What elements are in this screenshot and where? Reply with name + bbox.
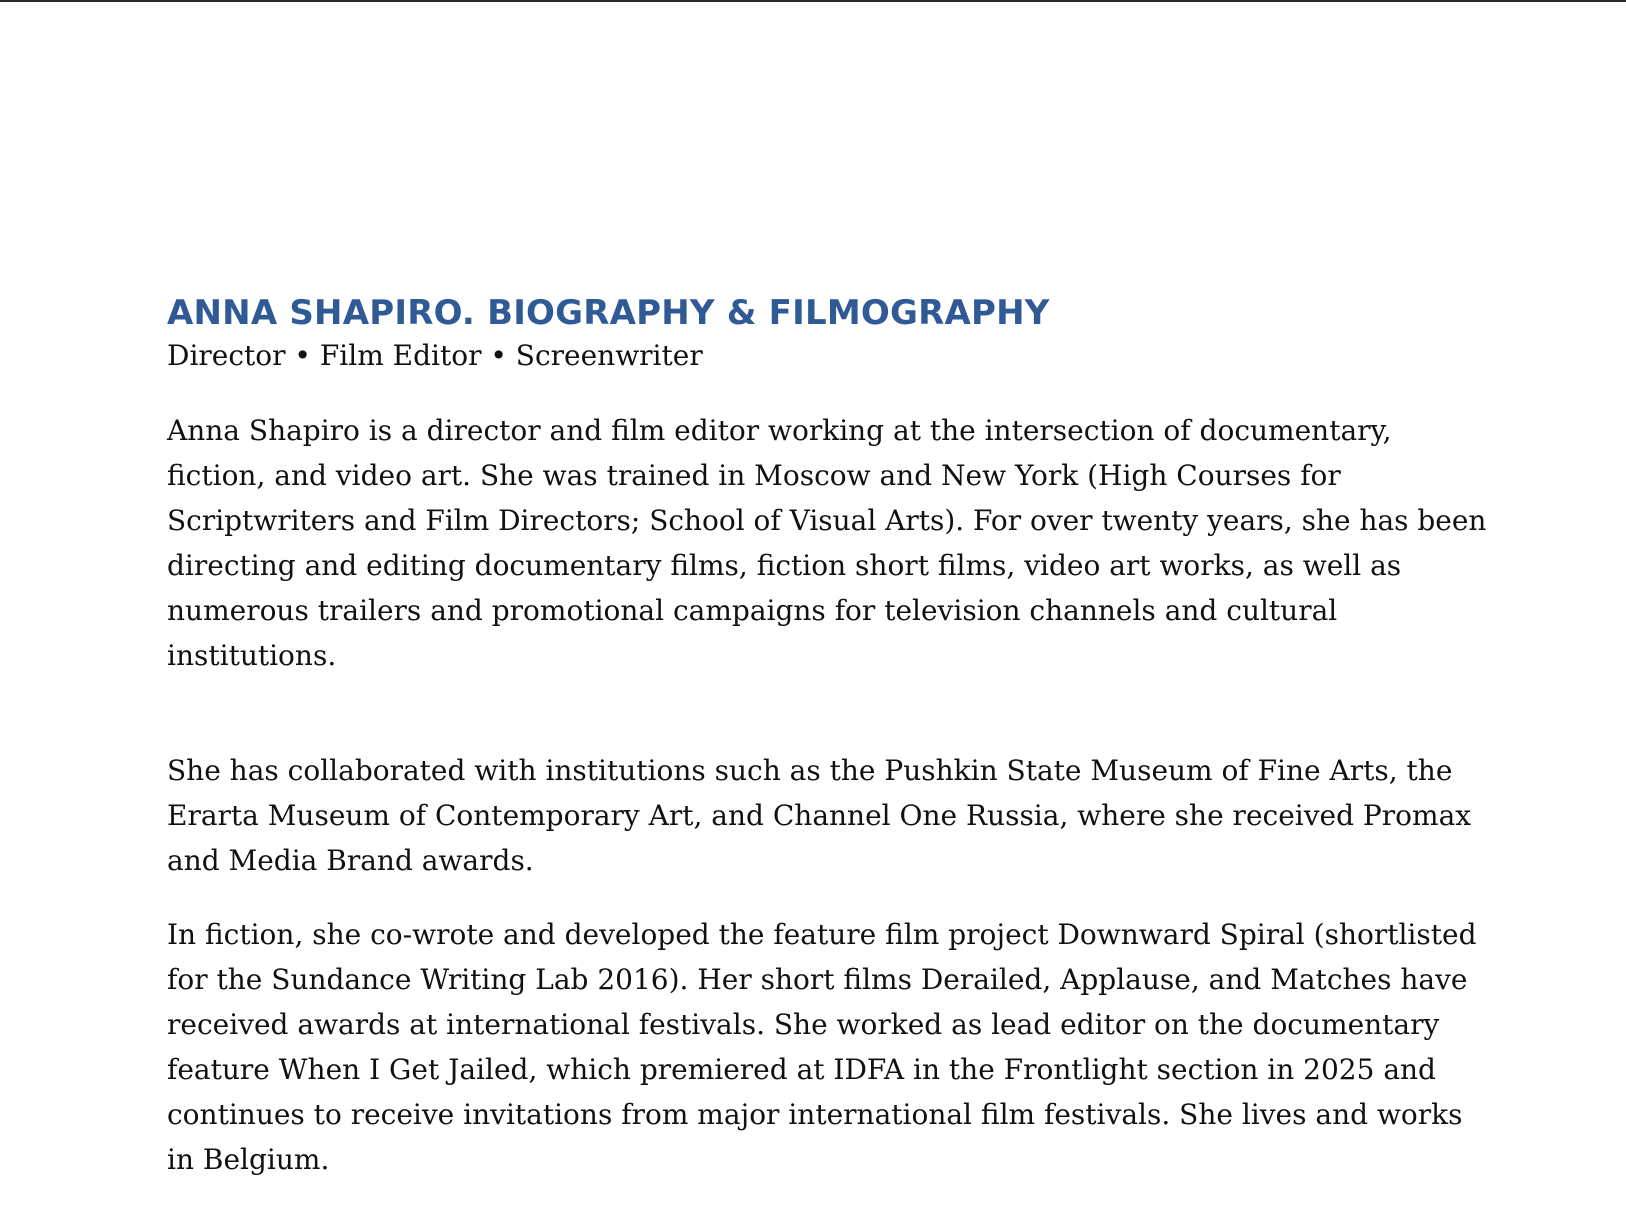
top-border-rule: [0, 0, 1626, 2]
paragraph-line: received awards at international festivals. She worked as lead editor on the documentary: [167, 1008, 1440, 1041]
paragraph-fiction: [167, 912, 1487, 1182]
document-page: [167, 292, 1487, 1182]
paragraph-line: and Media Brand awards.: [167, 844, 534, 877]
paragraph-intro: [167, 408, 1487, 678]
paragraph-line: continues to receive invitations from major international film festivals. She lives and works: [167, 1098, 1463, 1131]
paragraph-line: feature When I Get Jailed, which premiered at IDFA in the Frontlight section in 2025 and: [167, 1053, 1436, 1086]
document-title: ANNA SHAPIRO. BIOGRAPHY & FILMOGRAPHY: [167, 293, 1050, 333]
paragraph-line: Erarta Museum of Contemporary Art, and Channel One Russia, where she received Promax: [167, 799, 1472, 832]
paragraph-collaborations: [167, 748, 1487, 883]
paragraph-line: institutions.: [167, 639, 337, 672]
paragraph-line: fiction, and video art. She was trained in Moscow and New York (High Courses for: [167, 459, 1341, 492]
paragraph-line: directing and editing documentary films, fiction short films, video art works, as well as: [167, 549, 1402, 582]
paragraph-line: for the Sundance Writing Lab 2016). Her short films Derailed, Applause, and Matches have: [167, 963, 1468, 996]
paragraph-line: Scriptwriters and Film Directors; School of Visual Arts). For over twenty years, she has been: [167, 504, 1487, 537]
paragraph-line: numerous trailers and promotional campaigns for television channels and cultural: [167, 594, 1338, 627]
paragraph-line: In fiction, she co-wrote and developed the feature film project Downward Spiral (shortlisted: [167, 918, 1477, 951]
paragraph-line: in Belgium.: [167, 1143, 330, 1176]
document-subtitle: Director • Film Editor • Screenwriter: [167, 339, 703, 372]
paragraph-line: Anna Shapiro is a director and film editor working at the intersection of documentary,: [167, 414, 1392, 447]
paragraph-line: She has collaborated with institutions such as the Pushkin State Museum of Fine Arts, the: [167, 754, 1453, 787]
